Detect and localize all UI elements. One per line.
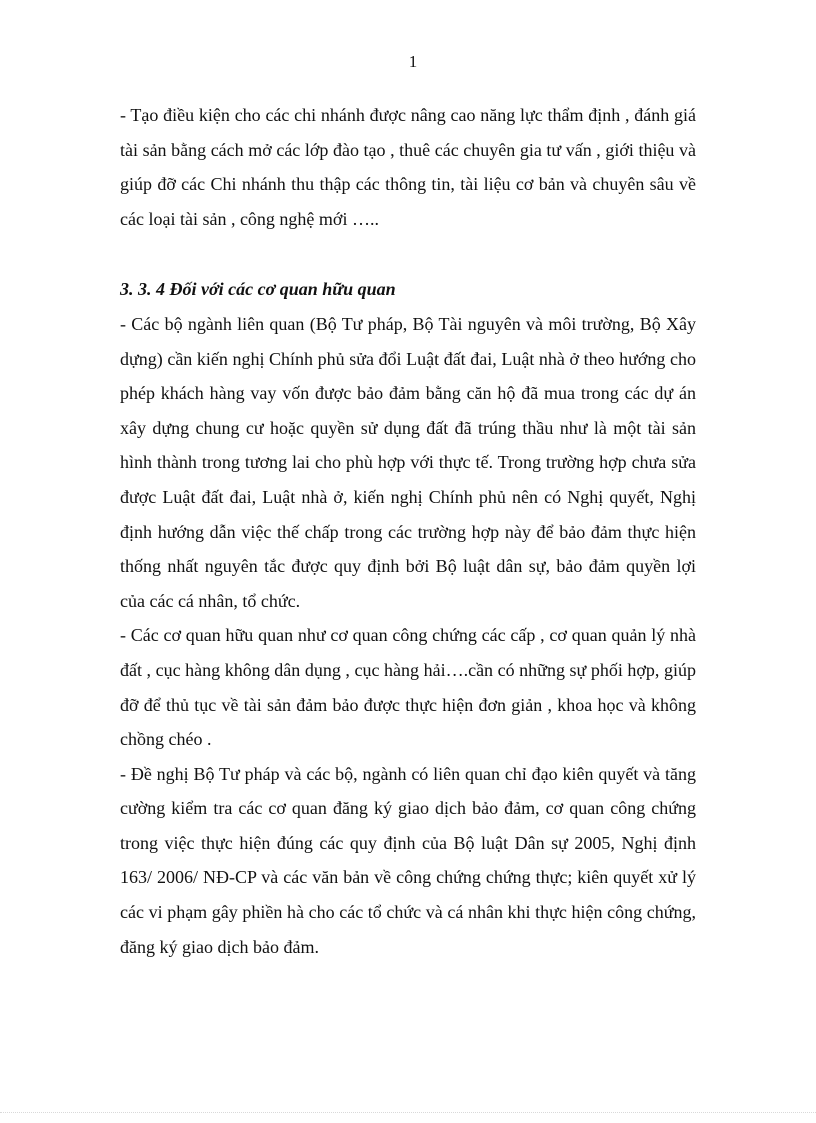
document-body — [120, 98, 696, 964]
section-heading: 3. 3. 4 Đối với các cơ quan hữu quan — [120, 279, 396, 300]
page-bottom-rule — [0, 1112, 816, 1113]
intro-paragraph: - Tạo điều kiện cho các chi nhánh được nâng cao năng lực thẩm định , đánh giá tài sản bằng cách mở các lớp đào tạo , thuê các chuyên gia tư vấn , giới thiệu và giúp đỡ các Chi nhánh thu thập các thông tin, tài liệu cơ bản và chuyên sâu về các loại tài sản , công nghệ mới ….. — [120, 105, 696, 229]
paragraph-agencies: - Các cơ quan hữu quan như cơ quan công chứng các cấp , cơ quan quản lý nhà đất , cục hàng không dân dụng , cục hàng hải….cần có những sự phối hợp, giúp đỡ để thủ tục về tài sản đảm bảo được thực hiện đơn giản , khoa học và không chồng chéo . — [120, 625, 696, 750]
paragraph-ministries: - Các bộ ngành liên quan (Bộ Tư pháp, Bộ Tài nguyên và môi trường, Bộ Xây dựng) cần kiến nghị Chính phủ sửa đổi Luật đất đai, Luật nhà ở theo hướng cho phép khách hàng vay vốn được bảo đảm bằng căn hộ đã mua trong các dự án xây dựng chung cư hoặc quyền sử dụng đất đã trúng thầu như là một tài sản hình thành trong tương lai cho phù hợp với thực tế. Trong trường hợp chưa sửa được Luật đất đai, Luật nhà ở, kiến nghị Chính phủ nên có Nghị quyết, Nghị định hướng dẫn việc thế chấp trong các trường hợp này để bảo đảm thực hiện thống nhất nguyên tắc được quy định bởi Bộ luật dân sự, bảo đảm quyền lợi của các cá nhân, tổ chức. — [120, 313, 696, 611]
paragraph-proposal: - Đề nghị Bộ Tư pháp và các bộ, ngành có liên quan chỉ đạo kiên quyết và tăng cường kiểm tra các cơ quan đăng ký giao dịch bảo đảm, cơ quan công chứng trong việc thực hiện đúng các quy định của Bộ luật Dân sự 2005, Nghị định 163/ 2006/ NĐ-CP và các văn bản về công chứng chứng thực; kiên quyết xử lý các vi phạm gây phiền hà cho các tổ chức và cá nhân khi thực hiện công chứng, đăng ký giao dịch bảo đảm. — [120, 763, 696, 957]
page-number: 1 — [408, 52, 418, 71]
paragraph-gap — [120, 236, 696, 272]
